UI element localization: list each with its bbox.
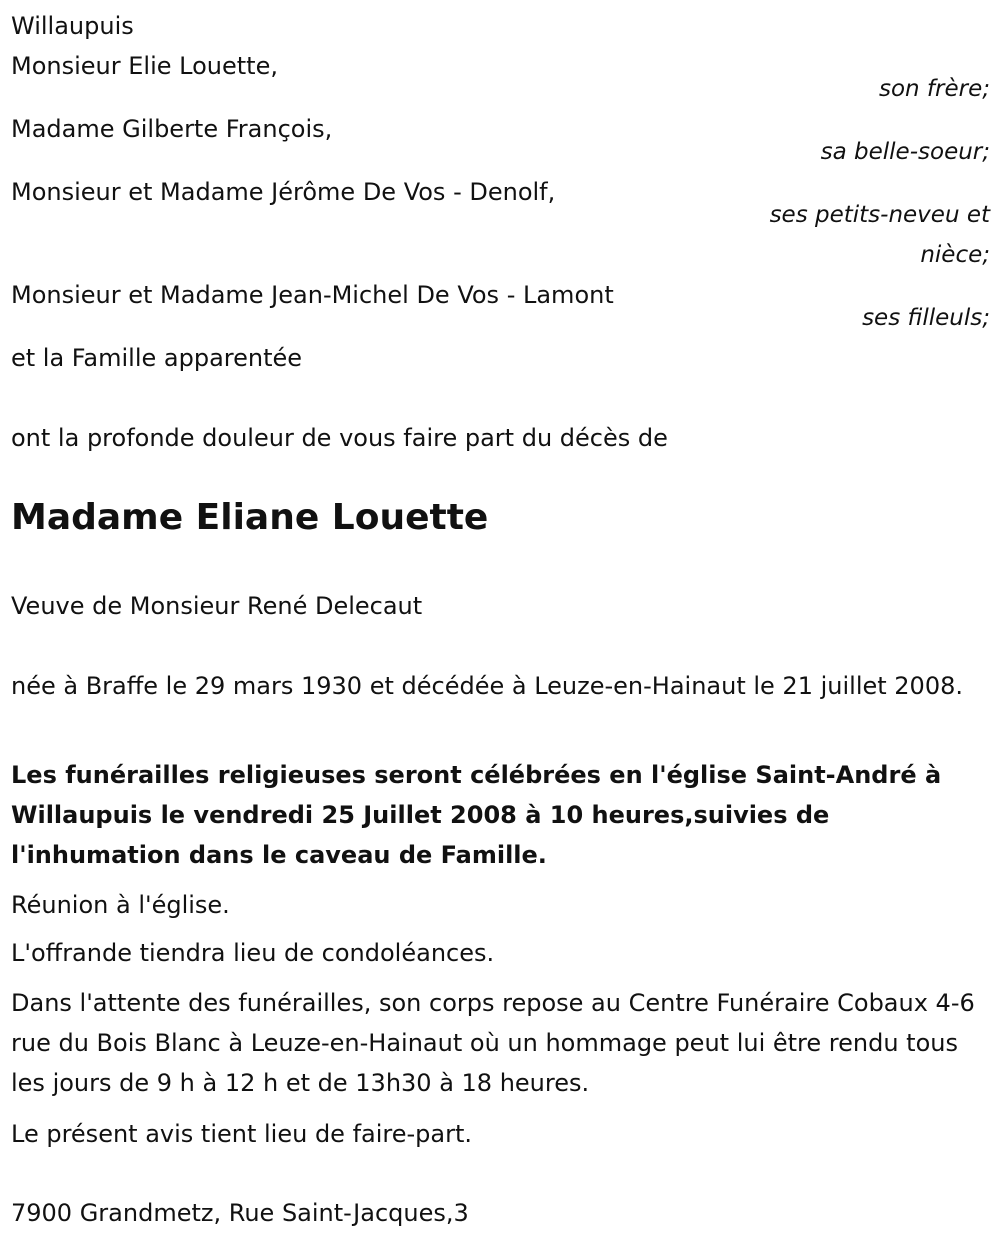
family-member-relation: nièce; [920, 242, 990, 268]
family-member-name: Monsieur et Madame Jérôme De Vos - Denolf, [11, 178, 556, 206]
widow-of: Veuve de Monsieur René Delecaut [11, 592, 423, 620]
notice-text: Le présent avis tient lieu de faire-part. [11, 1120, 473, 1148]
offering-note: L'offrande tiendra lieu de condoléances. [11, 939, 495, 967]
deceased-name: Madame Eliane Louette [11, 497, 489, 538]
locality: Willaupuis [11, 12, 134, 40]
family-member-relation: ses filleuls; [862, 305, 990, 331]
family-address: 7900 Grandmetz, Rue Saint-Jacques,3 [11, 1199, 469, 1227]
announcement-text: ont la profonde douleur de vous faire part du décès de [11, 424, 668, 452]
family-member-relation: ses petits-neveu et [769, 202, 990, 228]
family-member-name: Monsieur Elie Louette, [11, 52, 278, 80]
family-member-relation: son frère; [878, 76, 990, 102]
birth-death-details: née à Braffe le 29 mars 1930 et décédée à Leuze-en-Hainaut le 21 juillet 2008. [11, 672, 963, 700]
family-member-name: Monsieur et Madame Jean-Michel De Vos - Lamont [11, 281, 614, 309]
viewing-details: Dans l'attente des funérailles, son corps repose au Centre Funéraire Cobaux 4-6 rue du Bois Blanc à Leuze-en-Hainaut où un hommage peut lui être rendu tous les jours de 9 h à 12 h et de 13h30 à 18 heures. [11, 989, 975, 1097]
funeral-ceremony: Les funérailles religieuses seront célébrées en l'église Saint-André à Willaupuis le vendredi 25 Juillet 2008 à 10 heures,suivies de l'inhumation dans le caveau de Famille. [11, 761, 942, 869]
meeting-note: Réunion à l'église. [11, 891, 230, 919]
family-member-relation: sa belle-soeur; [820, 139, 990, 165]
family-member-name: et la Famille apparentée [11, 344, 303, 372]
family-member-name: Madame Gilberte François, [11, 115, 333, 143]
